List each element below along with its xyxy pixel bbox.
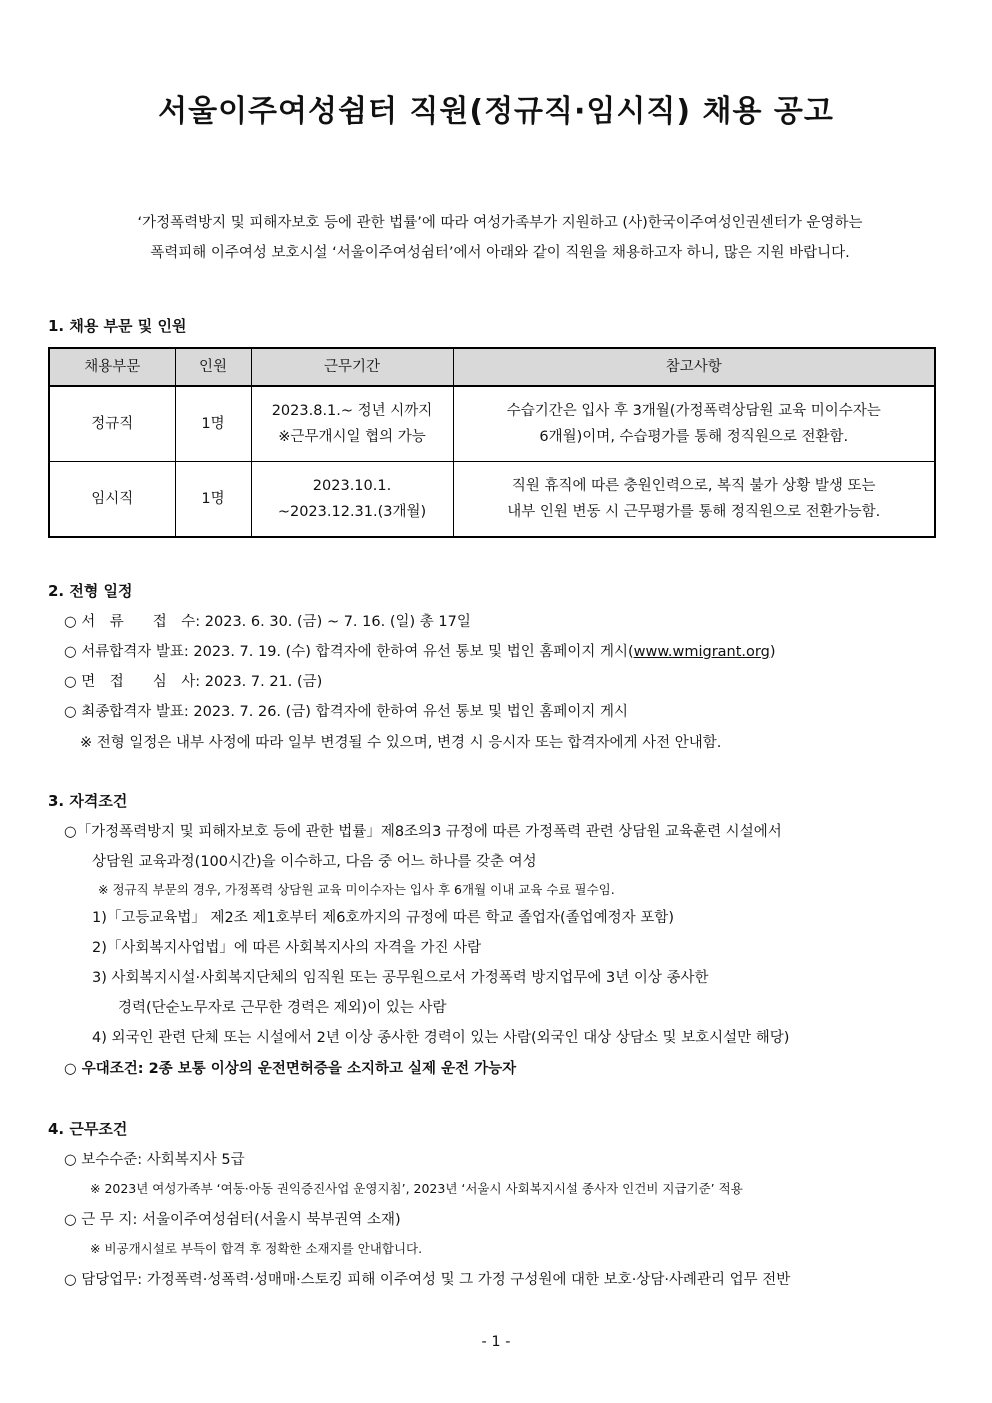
period-cell [251, 462, 453, 538]
column-header: 채용부문 [49, 348, 175, 386]
qualification-item: 경력(단순노무자로 근무한 경력은 제외)이 있는 사람 [118, 1000, 447, 1016]
page-number: - 1 - [481, 1334, 511, 1350]
table-header-row [49, 348, 935, 386]
table-row [49, 386, 935, 462]
qualification-main: ○「가정폭력방지 및 피해자보호 등에 관한 법률」제8조의3 규정에 따른 가정폭력 관련 상담원 교육훈련 시설에서 [64, 824, 782, 840]
schedule-item: ○ 면 접 심 사: 2023. 7. 21. (금) [64, 674, 323, 690]
column-header: 참고사항 [453, 348, 935, 386]
qualification-main: 상담원 교육과정(100시간)을 이수하고, 다음 중 어느 하나를 갖춘 여성 [92, 854, 537, 870]
note-line: 내부 인원 변동 시 근무평가를 통해 정직원으로 전환가능함. [507, 504, 881, 520]
period-line: ~2023.12.31.(3개월) [277, 504, 427, 520]
qualification-item: 1)「고등교육법」 제2조 제1호부터 제6호까지의 규정에 따른 학교 졸업자(졸업예정자 포함) [92, 910, 674, 926]
condition-item: ○ 담당업무: 가정폭력·성폭력·성매매·스토킹 피해 이주여성 및 그 가정 구성원에 대한 보호·상담·사례관리 업무 전반 [64, 1272, 791, 1288]
schedule-item: ○ 최종합격자 발표: 2023. 7. 26. (금) 합격자에 한하여 유선 통보 및 법인 홈페이지 게시 [64, 704, 628, 720]
column-header: 인원 [175, 348, 251, 386]
section3-heading: 3. 자격조건 [48, 792, 128, 810]
period-line: ※근무개시일 협의 가능 [278, 429, 426, 445]
position-cell: 정규직 [49, 386, 175, 462]
section2-heading: 2. 전형 일정 [48, 582, 133, 600]
count-cell: 1명 [175, 462, 251, 538]
period-line: 2023.10.1. [312, 478, 392, 494]
qualification-item: 2)「사회복지사업법」에 따른 사회복지사의 자격을 가진 사람 [92, 940, 482, 956]
condition-note: ※ 비공개시설로 부득이 합격 후 정확한 소재지를 안내합니다. [90, 1241, 423, 1256]
schedule-item: ○ 서 류 접 수: 2023. 6. 30. (금) ~ 7. 16. (일) 총 17일 [64, 614, 471, 630]
note-line: 수습기간은 입사 후 3개월(가정폭력상담원 교육 미이수자는 [506, 403, 881, 419]
qualification-note: ※ 정규직 부문의 경우, 가정폭력 상담원 교육 미이수자는 입사 후 6개월 이내 교육 수료 필수임. [98, 882, 615, 897]
position-cell: 임시직 [49, 462, 175, 538]
note-cell [453, 462, 935, 538]
intro-line: 폭력피해 이주여성 보호시설 ‘서울이주여성쉼터’에서 아래와 같이 직원을 채용하고자 하니, 많은 지원 바랍니다. [150, 245, 850, 261]
intro-line: ‘가정폭력방지 및 피해자보호 등에 관한 법률’에 따라 여성가족부가 지원하고 (사)한국이주여성인권센터가 운영하는 [137, 215, 863, 231]
schedule-note: ※ 전형 일정은 내부 사정에 따라 일부 변경될 수 있으며, 변경 시 응시자 또는 합격자에게 사전 안내함. [80, 735, 722, 751]
table-row [49, 462, 935, 538]
section1-heading: 1. 채용 부문 및 인원 [48, 317, 187, 335]
section4-heading: 4. 근무조건 [48, 1120, 128, 1138]
condition-note: ※ 2023년 여성가족부 ‘여동·아동 권익증진사업 운영지침’, 2023년 ‘서울시 사회복지시설 종사자 인건비 지급기준’ 적용 [90, 1181, 743, 1196]
qualification-item: 4) 외국인 관련 단체 또는 시설에서 2년 이상 종사한 경력이 있는 사람(외국인 대상 상담소 및 보호시설만 해당) [92, 1030, 790, 1046]
qualification-item: 3) 사회복지시설·사회복지단체의 임직원 또는 공무원으로서 가정폭력 방지업무에 3년 이상 종사한 [92, 970, 709, 986]
schedule-item [64, 640, 776, 661]
recruitment-table [48, 347, 936, 538]
count-cell: 1명 [175, 386, 251, 462]
page-title: 서울이주여성쉼터 직원(정규직·임시직) 채용 공고 [158, 94, 834, 129]
period-cell [251, 386, 453, 462]
homepage-link[interactable]: www.wmigrant.org [633, 644, 770, 660]
note-cell [453, 386, 935, 462]
schedule-text: ) [769, 644, 776, 660]
schedule-text: ○ 서류합격자 발표: 2023. 7. 19. (수) 합격자에 한하여 유선 통보 및 법인 홈페이지 게시( [64, 644, 634, 660]
column-header: 근무기간 [251, 348, 453, 386]
note-line: 직원 휴직에 따른 충원인력으로, 복직 불가 상황 발생 또는 [511, 478, 876, 494]
period-line: 2023.8.1.~ 정년 시까지 [271, 403, 433, 419]
condition-item: ○ 보수수준: 사회복지사 5급 [64, 1152, 245, 1168]
preferred-condition: ○ 우대조건: 2종 보통 이상의 운전면허증을 소지하고 실제 운전 가능자 [64, 1061, 517, 1077]
condition-item: ○ 근 무 지: 서울이주여성쉼터(서울시 북부권역 소재) [64, 1212, 401, 1228]
note-line: 6개월)이며, 수습평가를 통해 정직원으로 전환함. [539, 429, 849, 445]
intro-paragraph [60, 208, 940, 268]
